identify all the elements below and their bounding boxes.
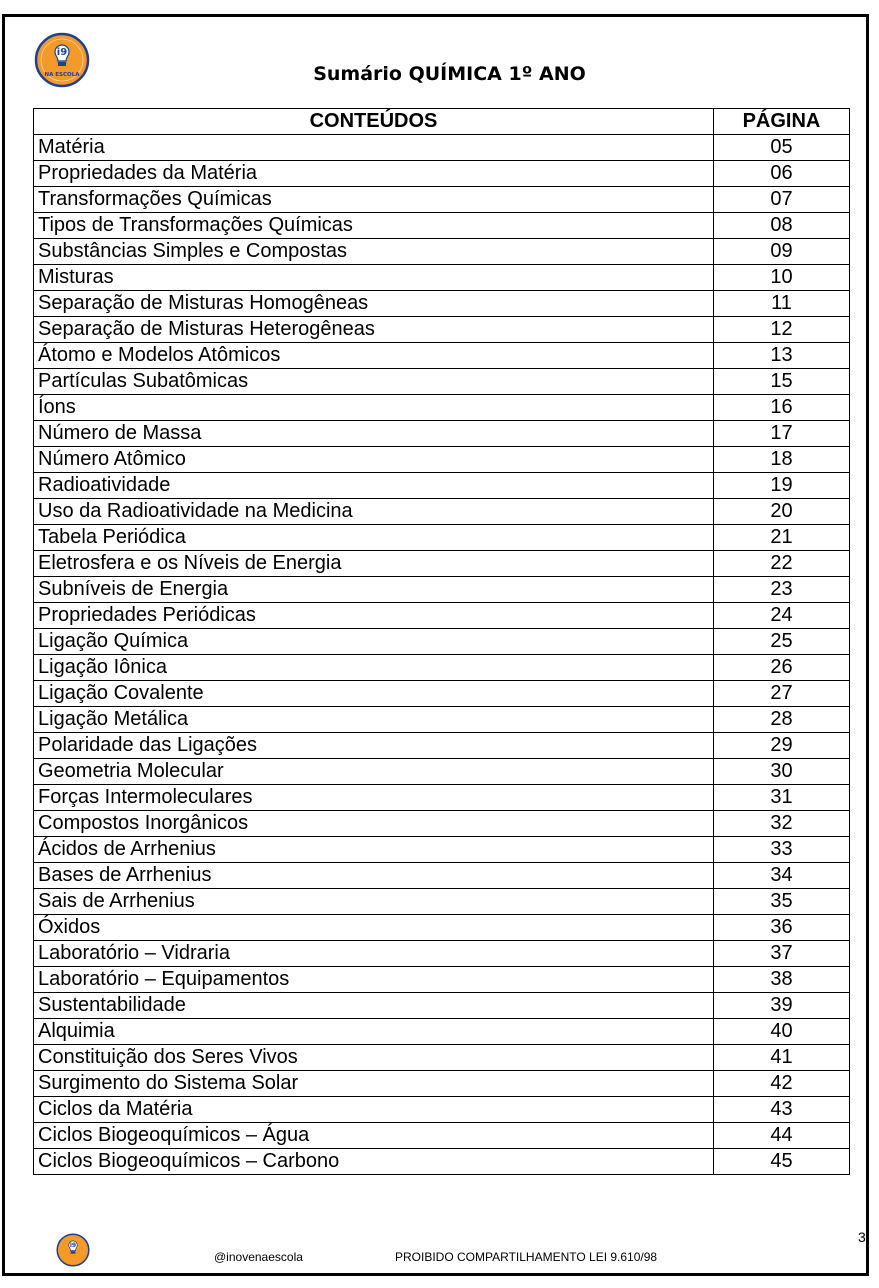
table-row	[34, 551, 850, 577]
table-row	[34, 447, 850, 473]
topic-cell: Ligação Iônica	[34, 655, 714, 681]
table-row	[34, 967, 850, 993]
table-row	[34, 941, 850, 967]
topic-cell: Propriedades Periódicas	[34, 603, 714, 629]
table-row	[34, 577, 850, 603]
topic-cell: Laboratório – Vidraria	[34, 941, 714, 967]
topic-cell: Ácidos de Arrhenius	[34, 837, 714, 863]
page-number-cell: 40	[714, 1019, 850, 1045]
topic-cell: Polaridade das Ligações	[34, 733, 714, 759]
page-number-cell: 28	[714, 707, 850, 733]
page-number-cell: 34	[714, 863, 850, 889]
table-row	[34, 369, 850, 395]
page-number-cell: 29	[714, 733, 850, 759]
table-of-contents	[33, 108, 850, 1175]
page-number-cell: 23	[714, 577, 850, 603]
topic-cell: Partículas Subatômicas	[34, 369, 714, 395]
page-number-cell: 18	[714, 447, 850, 473]
topic-cell: Íons	[34, 395, 714, 421]
page-number-cell: 06	[714, 161, 850, 187]
topic-cell: Número Atômico	[34, 447, 714, 473]
page-number-cell: 32	[714, 811, 850, 837]
page-number-cell: 45	[714, 1149, 850, 1175]
topic-cell: Ciclos Biogeoquímicos – Água	[34, 1123, 714, 1149]
topic-cell: Ligação Metálica	[34, 707, 714, 733]
column-header-contents: CONTEÚDOS	[34, 109, 714, 135]
page-number-cell: 43	[714, 1097, 850, 1123]
column-header-page: PÁGINA	[714, 109, 850, 135]
page-number-cell: 11	[714, 291, 850, 317]
topic-cell: Propriedades da Matéria	[34, 161, 714, 187]
table-row	[34, 265, 850, 291]
page-number-cell: 44	[714, 1123, 850, 1149]
table-row	[34, 889, 850, 915]
topic-cell: Radioatividade	[34, 473, 714, 499]
topic-cell: Ciclos da Matéria	[34, 1097, 714, 1123]
table-row	[34, 239, 850, 265]
table-row	[34, 655, 850, 681]
topic-cell: Compostos Inorgânicos	[34, 811, 714, 837]
table-row	[34, 915, 850, 941]
page-number: 3	[858, 1229, 866, 1245]
page-number-cell: 15	[714, 369, 850, 395]
topic-cell: Ligação Química	[34, 629, 714, 655]
table-row	[34, 1097, 850, 1123]
page-number-cell: 27	[714, 681, 850, 707]
topic-cell: Alquimia	[34, 1019, 714, 1045]
page-number-cell: 05	[714, 135, 850, 161]
page-number-cell: 16	[714, 395, 850, 421]
table-row	[34, 733, 850, 759]
table-row	[34, 135, 850, 161]
table-row	[34, 291, 850, 317]
page-number-cell: 41	[714, 1045, 850, 1071]
table-row	[34, 707, 850, 733]
svg-text:i9: i9	[56, 47, 68, 58]
page-number-cell: 20	[714, 499, 850, 525]
topic-cell: Átomo e Modelos Atômicos	[34, 343, 714, 369]
page-number-cell: 35	[714, 889, 850, 915]
topic-cell: Número de Massa	[34, 421, 714, 447]
page-number-cell: 13	[714, 343, 850, 369]
page-number-cell: 42	[714, 1071, 850, 1097]
table-row	[34, 863, 850, 889]
table-row	[34, 473, 850, 499]
topic-cell: Subníveis de Energia	[34, 577, 714, 603]
table-row	[34, 395, 850, 421]
table-row	[34, 759, 850, 785]
table-header-row	[34, 109, 850, 135]
page-number-cell: 07	[714, 187, 850, 213]
footer-handle: @inovenaescola	[214, 1250, 303, 1264]
topic-cell: Ligação Covalente	[34, 681, 714, 707]
page-number-cell: 10	[714, 265, 850, 291]
topic-cell: Matéria	[34, 135, 714, 161]
page-number-cell: 24	[714, 603, 850, 629]
table-row	[34, 161, 850, 187]
page-number-cell: 30	[714, 759, 850, 785]
table-row	[34, 1071, 850, 1097]
page-number-cell: 26	[714, 655, 850, 681]
table-row	[34, 499, 850, 525]
page-number-cell: 37	[714, 941, 850, 967]
table-row	[34, 343, 850, 369]
topic-cell: Óxidos	[34, 915, 714, 941]
topic-cell: Separação de Misturas Homogêneas	[34, 291, 714, 317]
page-number-cell: 39	[714, 993, 850, 1019]
topic-cell: Misturas	[34, 265, 714, 291]
table-row	[34, 213, 850, 239]
page-number-cell: 09	[714, 239, 850, 265]
svg-text:i9: i9	[69, 1241, 77, 1249]
footer-copyright-notice: PROIBIDO COMPARTILHAMENTO LEI 9.610/98	[395, 1250, 658, 1264]
svg-text:NA ESCOLA: NA ESCOLA	[44, 72, 80, 78]
topic-cell: Separação de Misturas Heterogêneas	[34, 317, 714, 343]
table-row	[34, 811, 850, 837]
topic-cell: Substâncias Simples e Compostas	[34, 239, 714, 265]
table-row	[34, 681, 850, 707]
topic-cell: Tabela Periódica	[34, 525, 714, 551]
topic-cell: Laboratório – Equipamentos	[34, 967, 714, 993]
topic-cell: Sais de Arrhenius	[34, 889, 714, 915]
topic-cell: Bases de Arrhenius	[34, 863, 714, 889]
topic-cell: Tipos de Transformações Químicas	[34, 213, 714, 239]
page-number-cell: 22	[714, 551, 850, 577]
topic-cell: Constituição dos Seres Vivos	[34, 1045, 714, 1071]
topic-cell: Geometria Molecular	[34, 759, 714, 785]
table-row	[34, 317, 850, 343]
table-row	[34, 1045, 850, 1071]
page-number-cell: 31	[714, 785, 850, 811]
table-row	[34, 993, 850, 1019]
topic-cell: Sustentabilidade	[34, 993, 714, 1019]
table-row	[34, 1149, 850, 1175]
page-number-cell: 21	[714, 525, 850, 551]
page-number-cell: 17	[714, 421, 850, 447]
page-number-cell: 08	[714, 213, 850, 239]
page-title: Sumário QUÍMICA 1º ANO	[313, 63, 586, 85]
topic-cell: Eletrosfera e os Níveis de Energia	[34, 551, 714, 577]
topic-cell: Uso da Radioatividade na Medicina	[34, 499, 714, 525]
topic-cell: Ciclos Biogeoquímicos – Carbono	[34, 1149, 714, 1175]
page-number-cell: 38	[714, 967, 850, 993]
table-row	[34, 421, 850, 447]
table-row	[34, 603, 850, 629]
table-row	[34, 1123, 850, 1149]
lightbulb-footer-icon	[56, 1233, 90, 1267]
table-row	[34, 629, 850, 655]
page-number-cell: 12	[714, 317, 850, 343]
topic-cell: Surgimento do Sistema Solar	[34, 1071, 714, 1097]
table-row	[34, 785, 850, 811]
topic-cell: Transformações Químicas	[34, 187, 714, 213]
page-number-cell: 36	[714, 915, 850, 941]
table-row	[34, 837, 850, 863]
page-number-cell: 19	[714, 473, 850, 499]
page-number-cell: 33	[714, 837, 850, 863]
page-number-cell: 25	[714, 629, 850, 655]
table-row	[34, 187, 850, 213]
table-row	[34, 1019, 850, 1045]
table-row	[34, 525, 850, 551]
topic-cell: Forças Intermoleculares	[34, 785, 714, 811]
